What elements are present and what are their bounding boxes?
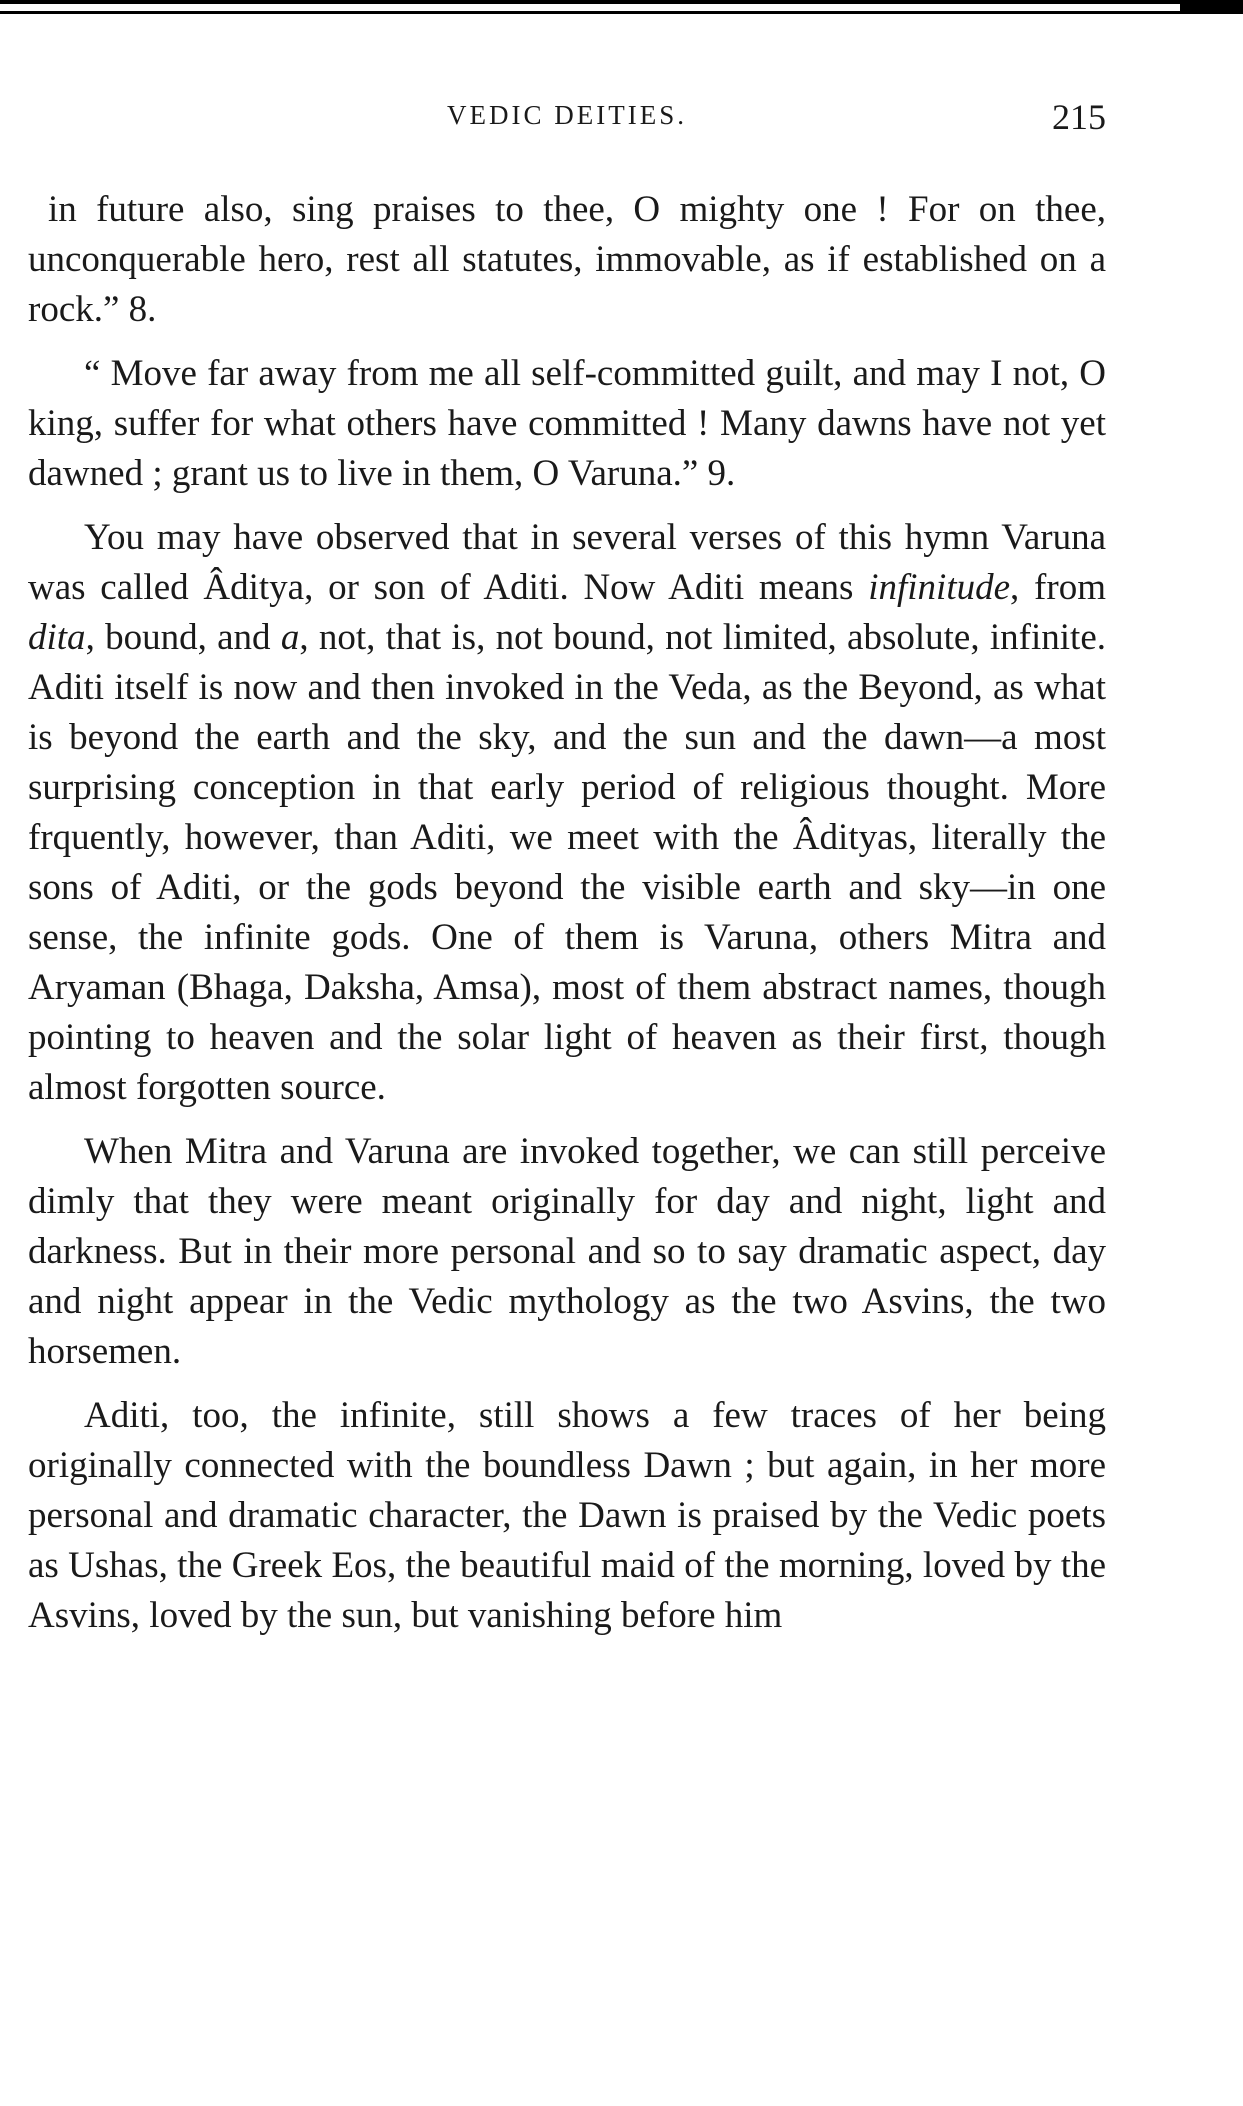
text-run: , from	[1010, 567, 1106, 608]
paragraph	[28, 185, 1106, 335]
paragraph	[28, 513, 1106, 1113]
italic-term: a	[280, 617, 300, 658]
text-run: “ Move far away from me all self-committed guilt, and may I not, O king, suffer for what others have committed ! Many dawns have not yet dawned ; grant us to live in them, O Varuna.” 9.	[28, 353, 1106, 494]
running-head: VEDIC DEITIES.	[447, 100, 687, 130]
paragraph	[28, 1127, 1106, 1377]
text-run: , not, that is, not bound, not limited, absolute, infinite. Aditi itself is now and then invoked in the Veda, as the Beyond, as what is beyond the earth and the sky, and the sun and the dawn—a most surprising conception in that early period of religious thought. More frquently, however, than Aditi, we meet with the Âdityas, literally the sons of Aditi, or the gods beyond the visible earth and sky—in one sense, the infinite gods. One of them is Varuna, others Mitra and Aryaman (Bhaga, Daksha, Amsa), most of them abstract names, though pointing to heaven and the solar light of heaven as their first, though almost forgotten source.	[28, 617, 1106, 1108]
text-run: You may have observed that in several verses of this hymn Varuna was called Âditya, or son of Aditi. Now Aditi means	[28, 517, 1106, 608]
page-header	[28, 96, 1106, 146]
italic-term: infinitude	[868, 567, 1011, 608]
top-border-gap	[0, 4, 1180, 11]
page-number: 215	[1052, 97, 1106, 137]
text-run: , bound, and	[85, 617, 281, 658]
paragraph	[28, 349, 1106, 499]
text-run: When Mitra and Varuna are invoked together, we can still perceive dimly that they were meant originally for day and night, light and darkness. But in their more personal and so to say dramatic aspect, day and night appear in the Vedic mythology as the two Asvins, the two horsemen.	[28, 1131, 1106, 1372]
text-run: Aditi, too, the infinite, still shows a few traces of her being originally connected with the boundless Dawn ; but again, in her more personal and dramatic character, the Dawn is praised by the Vedic poets as Ushas, the Greek Eos, the beautiful maid of the morning, loved by the Asvins, loved by the sun, but vanishing before him	[28, 1395, 1106, 1636]
text-body	[28, 185, 1106, 1655]
text-run: in future also, sing praises to thee, O mighty one ! For on thee, unconquerable hero, rest all statutes, immovable, as if established on a rock.” 8.	[28, 189, 1106, 330]
italic-term: dita	[28, 617, 86, 658]
paragraph	[28, 1391, 1106, 1641]
